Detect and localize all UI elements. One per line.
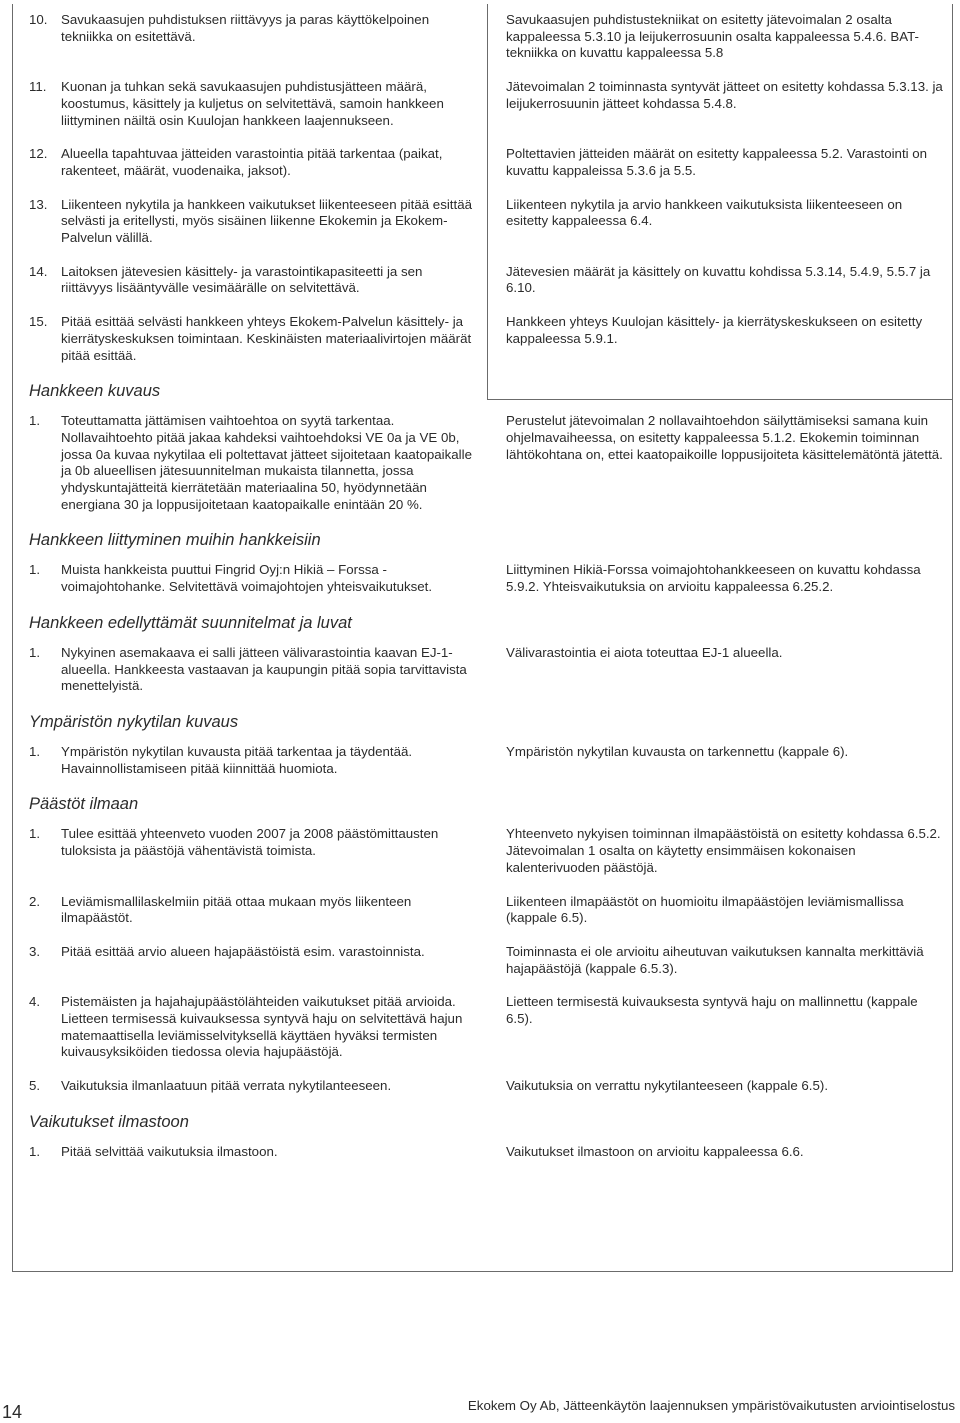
table-row: [29, 562, 947, 595]
requirement-text: Ympäristön nykytilan kuvausta pitää tarkentaa ja täydentää. Havainnollistamiseen pitää kiinnittää huomiota.: [61, 743, 413, 776]
response-text: Yhteenveto nykyisen toiminnan ilmapäästöistä on esitetty kohdassa 6.5.2. Jätevoimalan 1 osalta on käytetty ensimmäisen kokonaisen kalenterivuoden päästöjä.: [506, 826, 941, 875]
response-text: Lietteen termisestä kuivauksesta syntyvä haju on mallinnettu (kappale 6.5).: [506, 994, 918, 1027]
requirement-cell: [29, 79, 491, 129]
requirement-cell: [29, 645, 491, 695]
item-number: 1.: [29, 644, 41, 660]
requirement-text: Toteuttamatta jättämisen vaihtoehtoa on syytä tarkentaa. Nollavaihtoehto pitää jakaa kahdeksi vaihtoehdoksi VE 0a ja VE 0b, jossa 0a kuvaa nykytilaa eli poltettavat jätteet sijoitetaan kaatopaikalle ja 0b alueellisen jätesuunnitelman mukaista tilannetta, jossa yhdyskuntajätteitä kierrätetään materiaalina 50, hyödynnetään energiana 30 ja loppusijoitetaan kaatopaikalle enintään 20 %.: [61, 413, 472, 512]
requirement-cell: [29, 264, 491, 297]
section-heading: Päästöt ilmaan: [29, 795, 139, 814]
requirement-cell: [29, 894, 491, 927]
response-text: Liikenteen ilmapäästöt on huomioitu ilmapäästöjen leviämismallissa (kappale 6.5).: [506, 893, 904, 926]
page-number: 14: [2, 1402, 23, 1422]
table-row: [29, 146, 947, 179]
requirement-text: Savukaasujen puhdistuksen riittävyys ja paras käyttökelpoinen tekniikka on esitettävä.: [61, 12, 430, 44]
item-number: 3.: [29, 943, 41, 959]
table-row: [29, 994, 947, 1061]
table-row: [29, 264, 947, 297]
response-text: Jätevesien määrät ja käsittely on kuvattu kohdissa 5.3.14, 5.4.9, 5.5.7 ja 6.10.: [506, 263, 931, 296]
requirement-cell: [29, 562, 491, 595]
requirement-cell: [29, 12, 491, 62]
item-number: 1.: [29, 413, 41, 429]
response-text: Liittyminen Hikiä-Forssa voimajohtohankkeeseen on kuvattu kohdassa 5.9.2. Yhteisvaikutuksia on arvioitu kappaleessa 6.25.2.: [506, 562, 921, 595]
table-row: [29, 79, 947, 129]
requirement-text: Liikenteen nykytila ja hankkeen vaikutukset liikenteeseen pitää esittää selvästi ja eritellysti, myös sisäinen liikenne Ekokemin ja Ekokem-Palvelun välillä.: [61, 196, 472, 246]
item-number: 10.: [29, 12, 48, 27]
requirement-text: Tulee esittää yhteenveto vuoden 2007 ja 2008 päästömittausten tuloksista ja päästöjä vähentävistä toimista.: [61, 826, 439, 859]
footer-text: Ekokem Oy Ab, Jätteenkäytön laajennuksen ympäristövaikutusten arviointiselostus: [467, 1398, 955, 1413]
table-row: [29, 413, 947, 513]
item-number: 14.: [29, 263, 48, 279]
item-number: 5.: [29, 1078, 41, 1094]
requirement-cell: [29, 413, 491, 513]
section-heading: Hankkeen liittyminen muihin hankkeisiin: [29, 531, 321, 550]
section-heading: Vaikutukset ilmastoon: [29, 1112, 189, 1131]
table-row: [29, 944, 947, 977]
requirement-cell: [29, 1144, 491, 1161]
table-row: [29, 314, 947, 364]
requirement-text: Pistemäisten ja hajahajupäästölähteiden vaikutukset pitää arvioida. Lietteen termisessä kuivauksessa syntyvä haju on selvitettävä hajun matemaattisella leviämisselvityksellä käyttäen hyväksi termisten kuivausyksiköiden tiedossa olevia hajupäästöjä.: [61, 994, 463, 1060]
requirement-cell: [29, 994, 491, 1061]
item-number: 1.: [29, 562, 41, 578]
item-number: 15.: [29, 314, 48, 330]
requirement-text: Vaikutuksia ilmanlaatuun pitää verrata nykytilanteeseen.: [61, 1078, 392, 1094]
section-heading: Ympäristön nykytilan kuvaus: [29, 712, 239, 731]
table-row: [29, 197, 947, 247]
response-text: Ympäristön nykytilan kuvausta on tarkennettu (kappale 6).: [506, 743, 849, 759]
requirement-cell: [29, 744, 491, 777]
item-number: 12.: [29, 146, 48, 162]
requirement-cell: [29, 826, 491, 876]
requirement-text: Muista hankkeista puuttui Fingrid Oyj:n Hikiä – Forssa -voimajohtohanke. Selvitettävä voimajohtojen yhteisvaikutukset.: [61, 562, 433, 595]
item-number: 1.: [29, 826, 41, 842]
item-number: 4.: [29, 994, 41, 1010]
section-heading: Hankkeen edellyttämät suunnitelmat ja luvat: [29, 613, 352, 632]
response-text: Vaikutukset ilmastoon on arvioitu kappaleessa 6.6.: [506, 1143, 804, 1159]
table-content: [29, 12, 947, 1178]
requirement-text: Nykyinen asemakaava ei salli jätteen välivarastointia kaavan EJ-1-alueella. Hankkeesta vastaavan ja kaupungin pitää sopia tarvittavista menettelyistä.: [61, 644, 467, 694]
response-text: Perustelut jätevoimalan 2 nollavaihtoehdon säilyttämiseksi samana kuin ohjelmavaiheessa, on esitetty kappaleessa 5.1.2. Ekokemin toiminnan lähtökohtana on, ettei kaatopaikoille loppusijoiteta käsittelemätöntä jätettä.: [506, 413, 943, 462]
item-number: 13.: [29, 196, 48, 212]
table-row: [29, 894, 947, 927]
table-row: [29, 1078, 947, 1095]
response-text: Toiminnasta ei ole arvioitu aiheutuvan vaikutuksen kannalta merkittäviä hajapäästöjä (kappale 6.5.3).: [506, 943, 924, 976]
requirement-cell: [29, 944, 491, 977]
section-heading: Hankkeen kuvaus: [29, 382, 161, 401]
response-text: Jätevoimalan 2 toiminnasta syntyvät jätteet on esitetty kohdassa 5.3.13. ja leijukerrosuunin jätteet kohdassa 5.4.8.: [506, 79, 943, 111]
response-text: Hankkeen yhteys Kuulojan käsittely- ja kierrätyskeskukseen on esitetty kappaleessa 5.9.1.: [506, 314, 923, 346]
requirement-cell: [29, 1078, 491, 1095]
requirement-text: Laitoksen jätevesien käsittely- ja varastointikapasiteetti ja sen riittävyys lisääntyvälle vesimäärälle on selvitettävä.: [61, 263, 423, 296]
requirement-text: Alueella tapahtuvaa jätteiden varastointia pitää tarkentaa (paikat, rakenteet, määrät, vuodenaika, jaksot).: [61, 146, 443, 178]
requirement-text: Pitää selvittää vaikutuksia ilmastoon.: [61, 1143, 278, 1159]
response-text: Poltettavien jätteiden määrät on esitetty kappaleessa 5.2. Varastointi on kuvattu kappaleissa 5.3.6 ja 5.5.: [506, 146, 928, 178]
requirement-cell: [29, 314, 491, 364]
table-row: [29, 826, 947, 876]
item-number: 1.: [29, 1143, 41, 1159]
requirement-text: Pitää esittää arvio alueen hajapäästöistä esim. varastoinnista.: [61, 943, 425, 959]
table-row: [29, 12, 947, 62]
response-text: Liikenteen nykytila ja arvio hankkeen vaikutuksista liikenteeseen on esitetty kappaleessa 6.4.: [506, 196, 903, 229]
requirement-cell: [29, 146, 491, 179]
table-row: [29, 1144, 947, 1161]
requirement-text: Kuonan ja tuhkan sekä savukaasujen puhdistusjätteen määrä, koostumus, käsittely ja kuljetus on selvitettävä, samoin hankkeen liittyminen näiltä osin Kuulojan hankkeen laajennukseen.: [61, 79, 444, 128]
requirement-text: Pitää esittää selvästi hankkeen yhteys Ekokem-Palvelun käsittely- ja kierrätyskeskuksen toimintaan. Keskinäisten materiaalivirtojen määrät pitää esittää.: [61, 314, 472, 363]
requirement-cell: [29, 197, 491, 247]
table-row: [29, 744, 947, 777]
response-text: Vaikutuksia on verrattu nykytilanteeseen (kappale 6.5).: [506, 1078, 829, 1094]
table-row: [29, 645, 947, 695]
item-number: 11.: [29, 79, 47, 95]
response-text: Savukaasujen puhdistustekniikat on esitetty jätevoimalan 2 osalta kappaleessa 5.3.10 ja leijukerrosuunin osalta kappaleessa 5.4.6. BAT-tekniikka on kuvattu kappaleessa 5.8: [506, 12, 919, 61]
item-number: 1.: [29, 743, 41, 759]
response-text: Välivarastointia ei aiota toteuttaa EJ-1 alueella.: [506, 644, 783, 660]
item-number: 2.: [29, 893, 41, 909]
requirement-text: Leviämismallilaskelmiin pitää ottaa mukaan myös liikenteen ilmapäästöt.: [61, 893, 412, 926]
